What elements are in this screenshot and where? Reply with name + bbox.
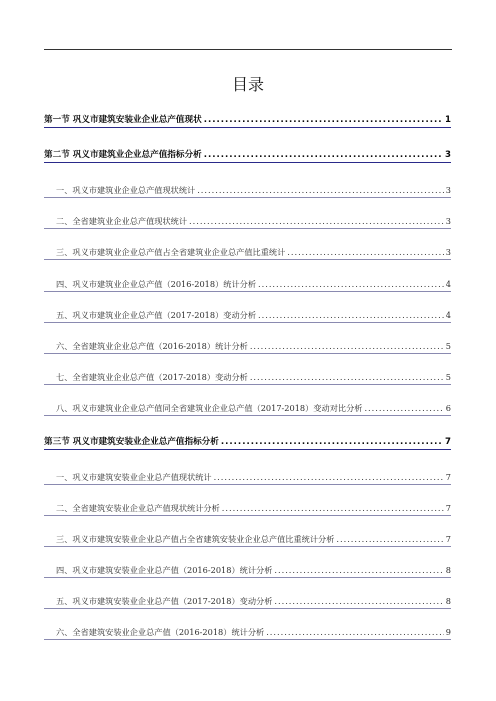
header-rule (44, 49, 452, 50)
toc-leader-dots (258, 278, 444, 290)
toc-entry-label: 二、全省建筑安装业企业总产值现状统计分析 (56, 503, 220, 513)
toc-leader-dots (189, 215, 444, 227)
toc-entry-subsection[interactable] (44, 564, 451, 578)
toc-leader-dots (250, 371, 444, 383)
toc-leader-dots (222, 502, 444, 514)
toc-page-number: 5 (445, 372, 451, 382)
toc-entry-label: 六、全省建筑业企业总产值（2016-2018）统计分析 (56, 341, 248, 351)
toc-entry-subsection[interactable] (44, 309, 451, 323)
toc-entry-subsection[interactable] (44, 626, 451, 640)
toc-leader-dots (221, 436, 443, 448)
toc-entry-subsection[interactable] (44, 595, 451, 609)
toc-page-number: 7 (445, 503, 451, 513)
toc-leader-dots (364, 402, 443, 414)
toc-entry-subsection[interactable] (44, 215, 451, 229)
toc-leader-dots (204, 149, 443, 161)
toc-entry-label: 二、全省建筑业企业总产值现状统计 (56, 216, 188, 226)
toc-entry-section-1[interactable] (44, 114, 451, 128)
toc-entry-label: 第一节 巩义市建筑安装业企业总产值现状 (44, 115, 202, 125)
toc-entry-label: 四、巩义市建筑安装业企业总产值（2016-2018）统计分析 (56, 565, 273, 575)
toc-page-number: 8 (445, 565, 451, 575)
toc-leader-dots (197, 184, 444, 196)
toc-entry-subsection[interactable] (44, 278, 451, 292)
toc-entry-label: 第二节 巩义市建筑业企业总产值指标分析 (44, 150, 202, 160)
toc-entry-label: 五、巩义市建筑业企业总产值（2017-2018）变动分析 (56, 310, 257, 320)
toc-entry-label: 一、巩义市建筑业企业总产值现状统计 (56, 185, 196, 195)
toc-entry-label: 三、巩义市建筑业企业总产值占全省建筑业企业总产值比重统计 (56, 247, 286, 257)
toc-leader-dots (214, 471, 444, 483)
toc-page-number: 7 (445, 437, 451, 447)
toc-leader-dots (258, 309, 444, 321)
toc-leader-dots (287, 246, 444, 258)
toc-page-number: 7 (445, 472, 451, 482)
toc-entry-subsection[interactable] (44, 246, 451, 260)
toc-leader-dots (336, 533, 443, 545)
toc-entry-subsection[interactable] (44, 371, 451, 385)
toc-leader-dots (266, 626, 444, 638)
toc-entry-section-3[interactable] (44, 436, 451, 450)
toc-entry-subsection[interactable] (44, 471, 451, 485)
toc-entry-subsection[interactable] (44, 533, 451, 547)
toc-page-number: 3 (445, 185, 451, 195)
toc-entry-subsection[interactable] (44, 402, 451, 416)
toc-title: 目录 (231, 75, 264, 94)
toc-entry-subsection[interactable] (44, 340, 451, 354)
toc-entry-label: 八、巩义市建筑业企业总产值同全省建筑业企业总产值（2017-2018）变动对比分析 (56, 403, 363, 413)
toc-entry-label: 一、巩义市建筑安装业企业总产值现状统计 (56, 472, 212, 482)
toc-page-number: 3 (445, 150, 451, 160)
toc-entry-subsection[interactable] (44, 502, 451, 516)
toc-page-number: 3 (445, 216, 451, 226)
toc-entry-section-2[interactable] (44, 149, 451, 163)
toc-page-number: 3 (445, 247, 451, 257)
toc-leader-dots (274, 564, 443, 576)
toc-entry-label: 第三节 巩义市建筑安装业企业总产值指标分析 (44, 437, 219, 447)
toc-page-number: 4 (445, 279, 451, 289)
toc-page-number: 7 (445, 534, 451, 544)
toc-page-number: 9 (445, 627, 451, 637)
toc-entry-label: 四、巩义市建筑业企业总产值（2016-2018）统计分析 (56, 279, 257, 289)
toc-entry-label: 三、巩义市建筑安装业企业总产值占全省建筑安装业企业总产值比重统计分析 (56, 534, 335, 544)
toc-page-number: 4 (445, 310, 451, 320)
toc-leader-dots (204, 114, 443, 126)
toc-page-number: 5 (445, 341, 451, 351)
toc-entry-label: 七、全省建筑业企业总产值（2017-2018）变动分析 (56, 372, 248, 382)
toc-entry-label: 五、巩义市建筑安装业企业总产值（2017-2018）变动分析 (56, 596, 273, 606)
toc-leader-dots (274, 595, 443, 607)
toc-page-number: 8 (445, 596, 451, 606)
toc-entry-label: 六、全省建筑安装业企业总产值（2016-2018）统计分析 (56, 627, 265, 637)
toc-entry-subsection[interactable] (44, 184, 451, 198)
toc-leader-dots (250, 340, 444, 352)
toc-page-number: 6 (445, 403, 451, 413)
toc-page-number: 1 (445, 115, 451, 125)
